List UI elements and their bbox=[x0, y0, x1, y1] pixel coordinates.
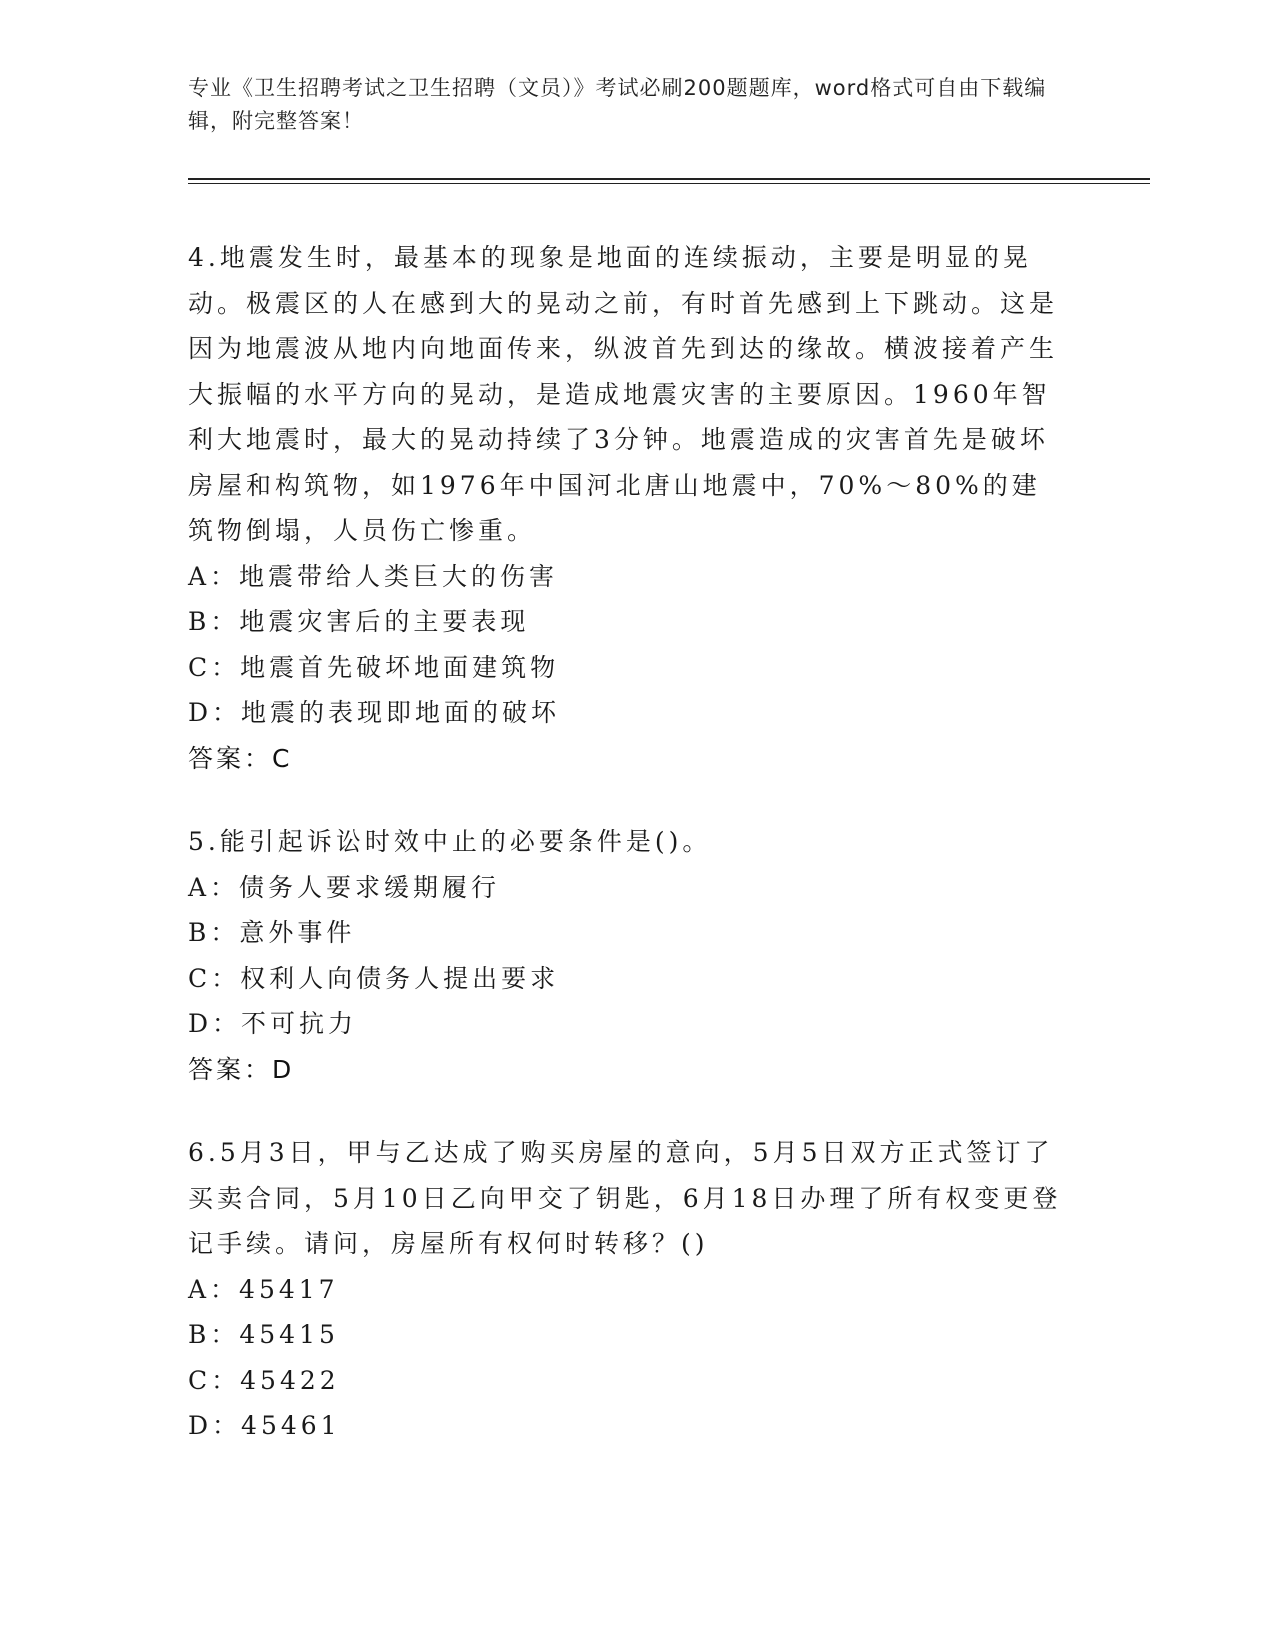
document-header: 专业《卫生招聘考试之卫生招聘（文员）》考试必刷200题题库，word格式可自由下载编辑，附完整答案！ bbox=[188, 76, 1047, 133]
question-4 bbox=[188, 235, 1068, 781]
question-stem: 5.能引起诉讼时效中止的必要条件是()。 bbox=[188, 827, 712, 856]
option-b: B：地震灾害后的主要表现 bbox=[188, 607, 530, 636]
option-a: A：45417 bbox=[188, 1274, 339, 1304]
header-divider-thin bbox=[188, 183, 1150, 184]
question-list bbox=[188, 235, 1068, 1487]
option-a: A：债务人要求缓期履行 bbox=[188, 872, 501, 902]
option-d: D：地震的表现即地面的破坏 bbox=[188, 698, 561, 727]
option-b: B：45415 bbox=[188, 1320, 339, 1349]
question-6 bbox=[188, 1130, 1068, 1449]
question-stem: 4.地震发生时，最基本的现象是地面的连续振动，主要是明显的晃动。极震区的人在感到大的晃动之前，有时首先感到上下跳动。这是因为地震波从地内向地面传来，纵波首先到达的缘故。横波接着产生大振幅的水平方向的晃动，是造成地震灾害的主要原因。1960年智利大地震时，最大的晃动持续了3分钟。地震造成的灾害首先是破坏房屋和构筑物，如1976年中国河北唐山地震中，70%～80%的建筑物倒塌，人员伤亡惨重。 bbox=[188, 243, 1059, 545]
header-divider bbox=[188, 178, 1150, 180]
option-c: C：45422 bbox=[188, 1365, 340, 1395]
question-stem: 6.5月3日，甲与乙达成了购买房屋的意向，5月5日双方正式签订了买卖合同，5月10日乙向甲交了钥匙，6月18日办理了所有权变更登记手续。请问，房屋所有权何时转移？() bbox=[188, 1138, 1062, 1258]
option-a: A：地震带给人类巨大的伤害 bbox=[188, 561, 559, 591]
option-d: D：45461 bbox=[188, 1411, 341, 1440]
answer: 答案：D bbox=[188, 1054, 295, 1084]
option-d: D：不可抗力 bbox=[188, 1009, 358, 1038]
option-c: C：地震首先破坏地面建筑物 bbox=[188, 652, 560, 682]
option-c: C：权利人向债务人提出要求 bbox=[188, 963, 560, 993]
answer: 答案：C bbox=[188, 743, 293, 773]
question-5 bbox=[188, 819, 1068, 1092]
option-b: B：意外事件 bbox=[188, 918, 356, 947]
